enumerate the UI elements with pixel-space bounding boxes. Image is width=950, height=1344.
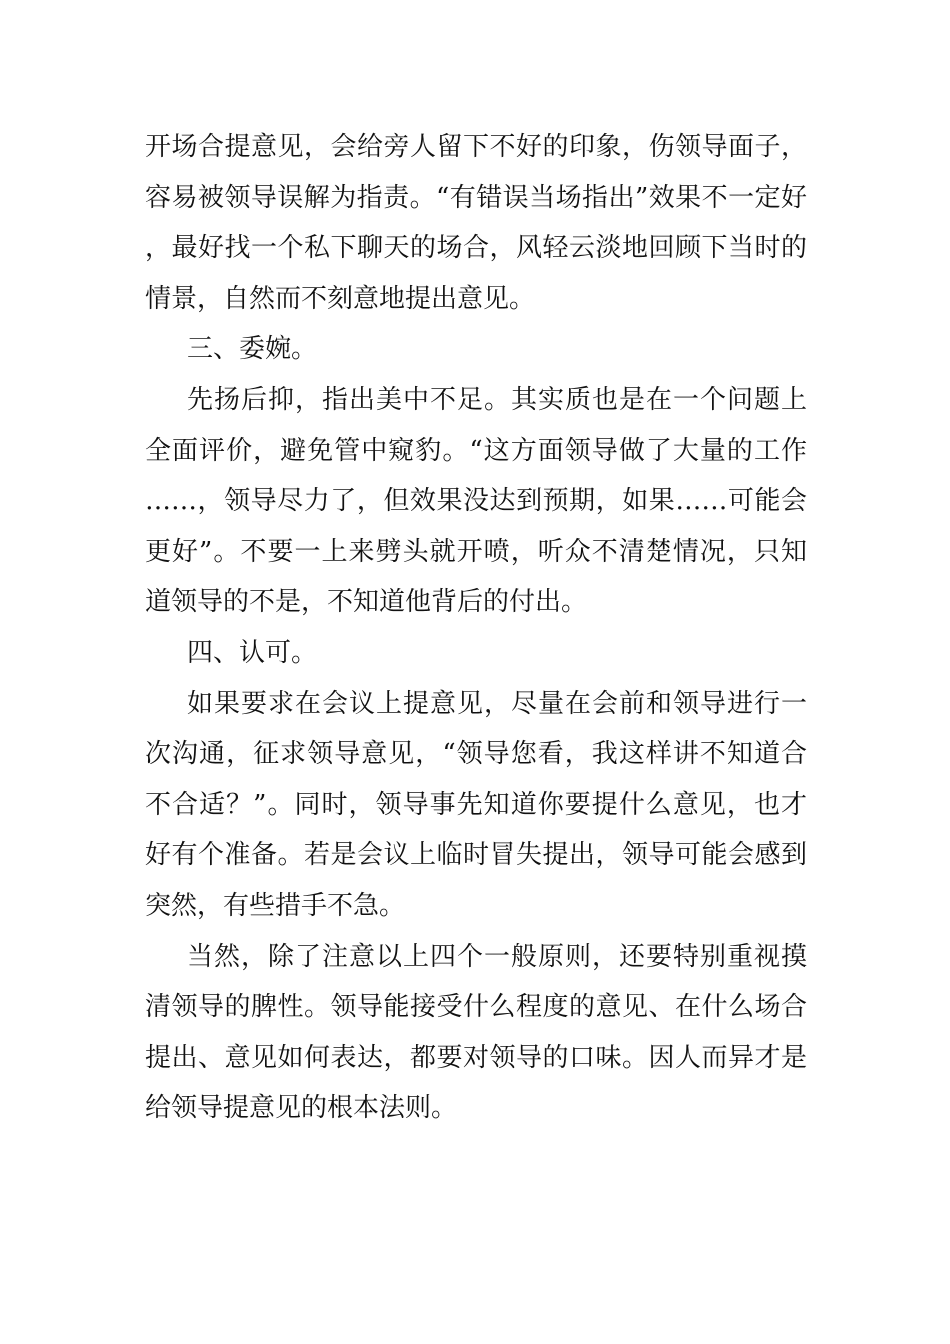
paragraph-approval: 如果要求在会议上提意见，尽量在会前和领导进行一次沟通，征求领导意见，“领导您看，我这样讲不知道合不合适？”。同时，领导事先知道你要提什么意见，也才好有个准备。若是会议上临时冒失提出，领导可能会感到突然，有些措手不急。 <box>145 688 807 921</box>
paragraph-tactful: 先扬后抑，指出美中不足。其实质也是在一个问题上全面评价，避免管中窥豹。“这方面领导做了大量的工作……，领导尽力了，但效果没达到预期，如果……可能会更好”。不要一上来劈头就开喷，听众不清楚情况，只知道领导的不是，不知道他背后的付出。 <box>145 384 807 618</box>
paragraph-continuation: 开场合提意见，会给旁人留下不好的印象，伤领导面子，容易被领导误解为指责。“有错误当场指出”效果不一定好，最好找一个私下聊天的场合，风轻云淡地回顾下当时的情景，自然而不刻意地提出意见。 <box>145 132 807 314</box>
paragraph-conclusion: 当然，除了注意以上四个一般原则，还要特别重视摸清领导的脾性。领导能接受什么程度的意见、在什么场合提出、意见如何表达，都要对领导的口味。因人而异才是给领导提意见的根本法则。 <box>145 941 807 1124</box>
section-heading-four: 四、认可。 <box>187 637 318 668</box>
section-heading-three: 三、委婉。 <box>187 334 318 365</box>
document-body <box>145 122 807 1134</box>
